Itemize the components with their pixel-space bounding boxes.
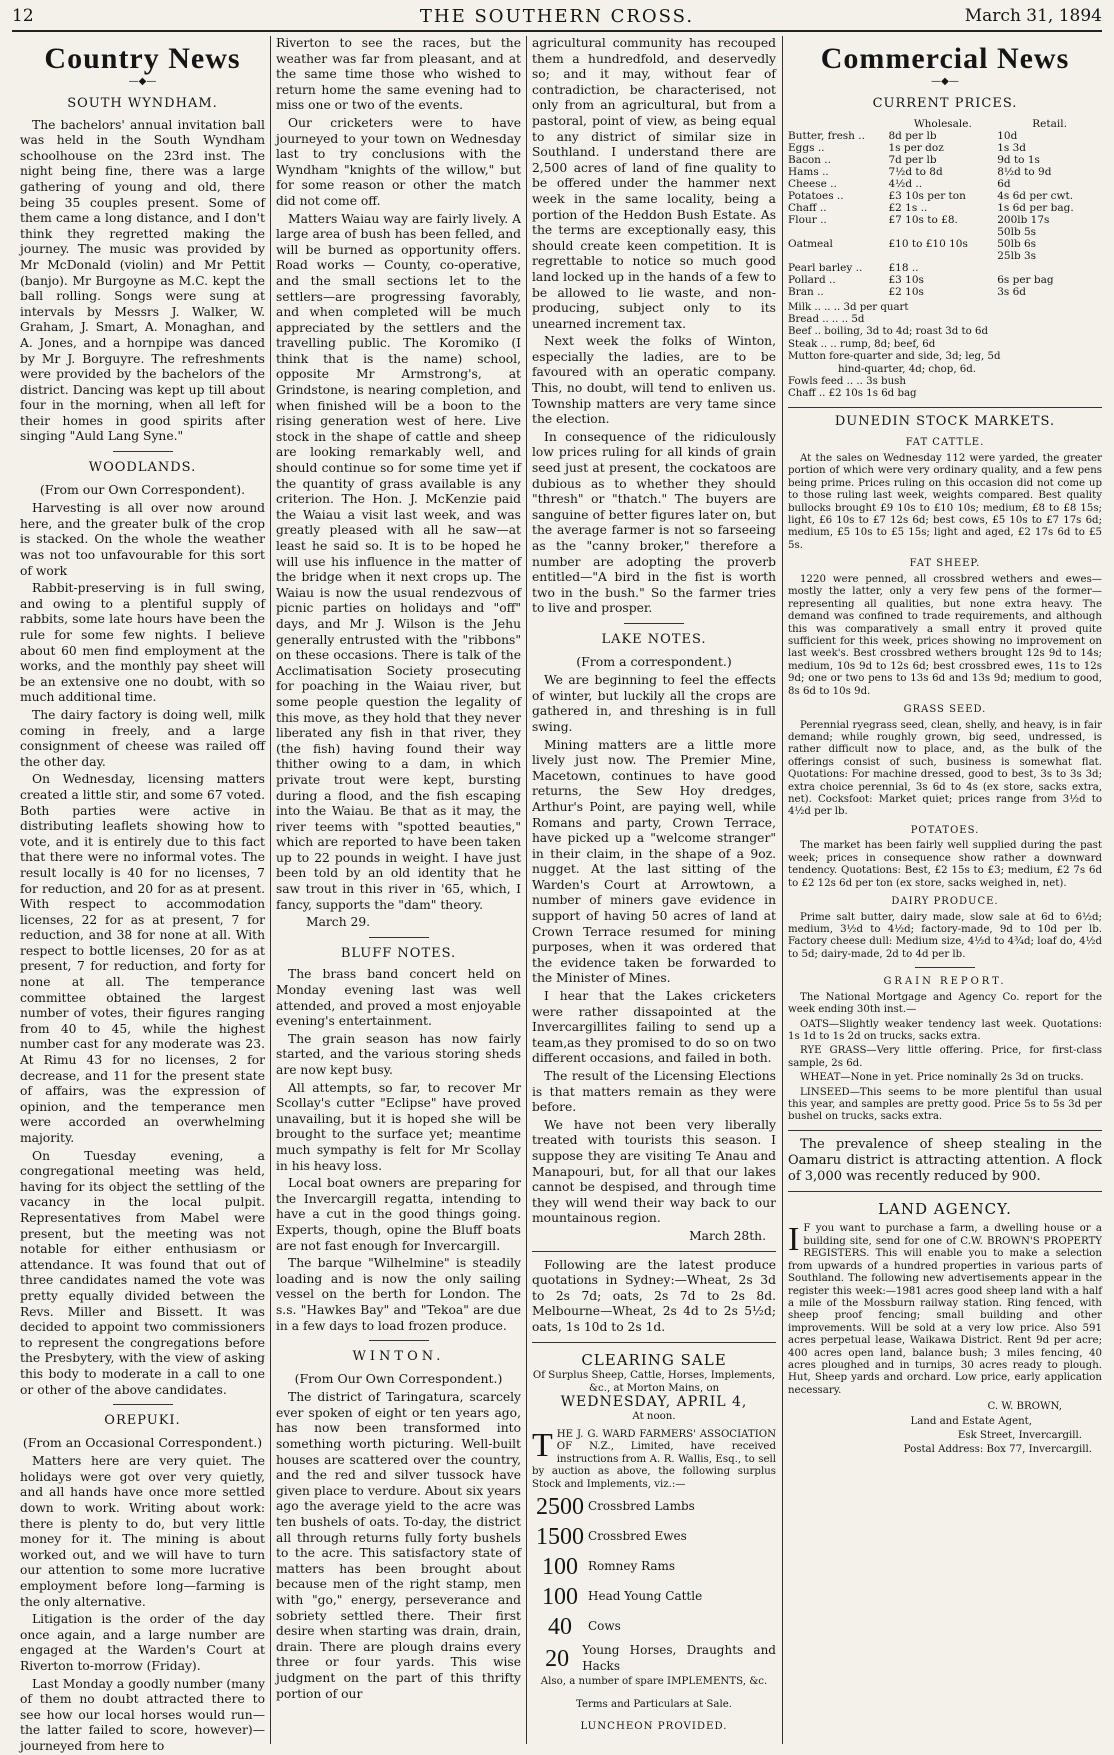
section-heading-commercial-news: Commercial News [820,42,1070,75]
table-row: 25lb 3s [997,249,1037,262]
ad-sale-time: At noon. [632,1410,676,1422]
paragraph: The barque "Wilhelmine" is steadily loading and is now the only sailing vessel on the berth for London. The s.s. "Hawkes Bay" and "Tekoa" are due in a few days to load frozen produce. [276,1256,521,1333]
divider [113,451,173,452]
table-row: Bran .. £2 10s 3s 6d [788,285,1027,298]
table-row: 50lb 5s [997,225,1037,238]
retail-price-list [788,302,1102,401]
paragraph: Local boat owners are preparing for the Invercargill regatta, intending to have a cut in the good things going. Experts, though, opine the Bluff boats are not fast enough for Invercargill. [276,1176,521,1253]
list-item: Fowls feed .. .. 3s bush [788,376,906,388]
table-row: Oatmeal £10 to £10 10s 50lb 6s [788,237,1037,250]
ad-luncheon: LUNCHEON PROVIDED. [580,1720,728,1732]
dateline: March 28th. [689,1228,766,1243]
ad-body-text: F you want to purchase a farm, a dwelling house or a building site, send for one of C.W. BROWN'S PROPERTY REGISTERS. This will enable you to make a selection from upwards of a hundred properties in various parts of Southland. The following new advertisements appear in the register this week:—1981 acres good sheep land with a half a mile of the Mossburn railway station. Ring fenced, with sheep proof fencing; small building and other improvements. Will be sold at a very low price. Also 591 acres perpetual lease, Waikawa District. Rent 9d per acre; 400 acres open land, balance bush; 3 miles fencing, 40 acres ploughed and in turnips, 30 acres ready to plough. Hut, Sheep yards and orchard. Low price, early application necessary. [788,1223,1102,1396]
dateline: March 29. [306,915,371,930]
ad-lot-list [532,1493,776,1674]
lot-description: Romney Rams [588,1559,676,1574]
paragraph: Mining matters are a little more lively just now. The Premier Mine, Macetown, continues to have good returns, the Sew Hoy dredges, Arthur's Point, are paying well, while Romans and party, Crown Terrace, have picked up a "welcome stranger" in their claim, in the shape of a 9oz. nugget. At the last sitting of the Warden's Court at Arrowtown, a number of miners gave evidence in support of having 50 acres of land at Crown Terrace resumed for mining purposes, when it was ordered that the evidence taken be forwarded to the Minister of Mines. [532,737,776,986]
lot-number: 40 [548,1613,572,1640]
lot-description: Head Young Cattle [588,1589,703,1604]
paragraph: The brass band concert held on Monday evening last was well attended, and proved a most enjoyable evening's entertainment. [276,967,521,1029]
header-rule [12,30,1102,32]
paragraph: Last Monday a goodly number (many of them no doubt attracted there to see how our local horses would run—the latter failed to score, however)—journeyed from here to [20,1676,265,1753]
list-item: Bread .. .. .. 5d [788,314,865,325]
paragraph: Rabbit-preserving is in full swing, and owing to a plentiful supply of rabbits, some late hours have been the rule for some few nights. I believe about 60 men find employment at the works, and the monthly pay sheet will be an extensive one no doubt, with so much additional time. [20,581,265,705]
paragraph-oamaru: The prevalence of sheep stealing in the Oamaru district is attracting attention. A flock of 3,000 was recently reduced by 900. [788,1136,1102,1184]
article-title-bluff-notes: BLUFF NOTES. [340,945,457,961]
paragraph: The result of the Licensing Elections is that matters remain as they were before. [532,1069,776,1115]
byline: (From a correspondent.) [576,653,732,669]
divider [369,1340,429,1341]
divider [788,407,1102,408]
paragraph: Litigation is the order of the day once again, and a large number are engaged at the Warden's Court at Riverton to-morrow (Friday). [20,1612,265,1673]
table-row: Butter, fresh .. 8d per lb 10d [788,129,1018,142]
ad-sale-day: WEDNESDAY, APRIL 4, [560,1393,748,1410]
article-title-south-wyndham: SOUTH WYNDHAM. [67,96,218,111]
paragraph-sydney-quotes: Following are the latest produce quotations in Sydney:—Wheat, 2s 3d to 2s 7d; oats, 2s 7d to 2s 8d. Melbourne—Wheat, 2s 4d to 2s 5½d; oats, 1s 10d to 2s 1d. [532,1257,776,1334]
lot-description: Cows [588,1619,621,1634]
divider [532,1251,776,1252]
subsection-title: GRAIN REPORT. [883,976,1007,988]
column-3 [532,36,776,1744]
article-title-woodlands: WOODLANDS. [88,460,197,476]
column-divider [782,36,783,1744]
issue-date: March 31, 1894 [964,6,1102,26]
column-4 [788,36,1102,1744]
byline: (From Our Own Correspondent.) [294,1370,503,1386]
divider [532,1342,776,1343]
lot-number: 20 [545,1645,570,1672]
masthead-title: THE SOUTHERN CROSS. [419,6,695,27]
column-divider [270,36,271,1744]
ad-dropcap: T [532,1426,553,1464]
article-title-lake-notes: LAKE NOTES. [601,631,707,647]
price-table [788,118,1102,298]
divider [788,1130,1102,1131]
divider [369,937,429,938]
list-item [532,1613,776,1641]
ad-line: Of Surplus Sheep, Cattle, Horses, Implements, &c., at Morton Mains, on [532,1370,776,1394]
table-row: Potatoes .. £3 10s per ton 4s 6d per cwt. [788,189,1074,202]
paragraph: Riverton to see the races, but the weather was far from pleasant, and at the same time those who wished to return home the same evening had to miss one or two of the events. [276,36,521,113]
paragraph: 1220 were penned, all crossbred wethers and ewes—mostly the latter, only a very few pens of the former—representing all qualities, but none extra heavy. The demand was confined to trade requirements, and although this was comparatively a small entry it proved quite sufficient for this week, prices showing no improvement on last week's. Best crossbred wethers brought 12s 9d to 14s; medium, 10s 9d to 12s 6d; best crossbred ewes, 11s to 12s 9d; one or two pens to 13s 6d and 13s 9d; medium to good, 8s 6d to 10s 9d. [788,573,1102,697]
paragraph: Harvesting is all over now around here, and the greater bulk of the crop is stacked. On the whole the weather was not too unfavourable for this sort of work [20,501,265,578]
section-heading-country-news: Country News [44,42,241,75]
column-header: Retail. [1032,117,1067,130]
paragraph: LINSEED—This seems to be more plentiful than usual this year, and samples are pretty good. Price 5s to 5s 3d per bushel on trucks, sacks extra. [788,1086,1102,1123]
paragraph: Perennial ryegrass seed, clean, shelly, and heavy, is in fair demand; while roughly grown, big seed, undressed, is rather difficult now to place, and, as the bulk of the offerings consist of such, business is somewhat flat. Quotations: For machine dressed, good to best, 3s to 3s 3d; extra choice perennial, 3s 6d to 4s (ex store, sacks extra, net). Cocksfoot: Market quiet; prices range from 3½d to 4½d per lb. [788,719,1102,818]
page-header [0,0,1114,30]
subsection-title: GRASS SEED. [903,703,987,715]
lot-description: Crossbred Lambs [588,1499,695,1514]
column-2 [276,36,521,1744]
list-item [532,1583,776,1611]
table-row: Hams .. 7½d to 8d 8½d to 9d [788,165,1052,178]
paragraph: The bachelors' annual invitation ball was held in the South Wyndham schoolhouse on the 23rd inst. The night being fine, there was a large gathering of young and old, there being 35 couples present. Some of them came a long distance, and I don't think they regretted making the journey. The music was provided by Mr McDonald (violin) and Mr Pettit (banjo). Mr Burgoyne as M.C. kept the ball rolling. Songs were sung at intervals by Messrs J. Walker, W. Graham, J. Smart, A. Monaghan, and A. Jones, and a hornpipe was danced by Mr J. Borguyre. The refreshments were provided by the bachelors of the district. Dancing was kept up till about four in the morning, when all left for their homes in good spirits after singing "Auld Lang Syne." [20,117,265,444]
lot-number: 1500 [536,1523,584,1550]
lot-description: Young Horses, Draughts and Hacks [582,1642,776,1673]
ad-line: Also, a number of spare IMPLEMENTS, &c. [540,1676,768,1688]
list-item [532,1523,776,1551]
article-title-current-prices: CURRENT PRICES. [872,96,1018,111]
list-item [532,1493,776,1521]
paragraph: In consequence of the ridiculously low prices ruling for all kinds of grain seed just at present, the cockatoos are dubious as to whether they should "thresh" or "thatch." The buyers are sanguine of better figures later on, but the average farmer is not so farseeing as the "canny broker," therefore a number are adopting the proverb entitled—"A bird in the fist is worth two in the bush." So the farmer tries to live and prosper. [532,429,776,616]
ad-dropcap: I [788,1221,800,1259]
subsection-title: DAIRY PRODUCE. [891,896,999,907]
subsection-title: FAT SHEEP. [909,558,981,570]
paragraph: The district of Taringatura, scarcely ever spoken of eight or ten years ago, has now been transformed into something worth picturing. Well-built houses are scattered over the country, and the red and silver tussock have given place to verdure. About six years ago the average yield to the acre was ten bushels of oats. To-day, the district all through returns fully forty bushels to the acre. This satisfactory state of matters has been brought about because men of the right stamp, men with "go," energy, perseverance and sobriety settled there. Their first desire when starting was drain, drain, drain. There are plough drains every three or four yards. This wise judgment on the part of this thrifty portion of our [276,1390,521,1701]
table-header-row [788,118,1102,130]
lot-number: 100 [542,1583,578,1610]
paragraph: The market has been fairly well supplied during the past week; prices in consequence show rather a downward tendency. Quotations: Best, £2 15s to £3; medium, £2 7s 6d to £2 12s 6d per ton (ex store, sacks weighed in, net). [788,840,1102,889]
table-row: Bacon .. 7d per lb 9d to 1s [788,153,1040,166]
paragraph: On Tuesday evening, a congregational meeting was held, having for its object the settling of the vacancy in the local pulpit. Representatives from Mabel were present, but the meeting was not notable for either enthusiasm or attendance. It was found that out of three candidates named the vote was pretty equally divided between the Revs. Miller and Bissett. It was decided to appoint two commissioners to represent the congregations before the Presbytery, with the view of asking this body to moderate in a call to one or other of the above candidates. [20,1148,265,1397]
paragraph: The dairy factory is doing well, milk coming in freely, and a large consignment of cheese was railed off the other day. [20,707,265,769]
list-item: Beef .. boiling, 3d to 4d; roast 3d to 6d [788,326,988,338]
list-item [532,1553,776,1581]
paragraph: WHEAT—None in yet. Price nominally 2s 3d on trucks. [800,1072,1084,1084]
column-1 [20,36,265,1753]
paragraph: Next week the folks of Winton, especially the ladies, are to be favoured with an operatic company. This, no doubt, will tend to enliven us. Township matters are very tame since the election. [532,334,776,427]
ad-signature: C. W. BROWN, Land and Estate Agent, Esk Street, Invercargill. Postal Address: Box 77, Invercargill. [903,1401,1092,1456]
paragraph: We have not been very liberally treated with tourists this season. I suppose they are visiting Te Anau and Manapouri, but, for all that our lakes cannot be despised, and through time they will wend their way back to our mountainous region. [532,1117,776,1226]
ad-title-clearing-sale: CLEARING SALE [581,1350,727,1369]
ad-body-text: HE J. G. WARD FARMERS' ASSOCIATION OF N.Z., Limited, have received instructions from A. R. Wallis, Esq., to sell by auction as above, the following surplus Stock and Implements, viz.:— [532,1428,776,1490]
table-row: Eggs .. 1s per doz 1s 3d [788,141,1027,154]
byline: (From an Occasional Correspondent.) [22,1434,263,1450]
paragraph: OATS—Slightly weaker tendency last week. Quotations: 1s 1d to 1s 2d on trucks, sacks extra. [788,1018,1102,1043]
divider [915,967,975,968]
paragraph: Our cricketers were to have journeyed to your town on Wednesday last to try conclusions with the Wyndham "knights of the willow," but for some reason or other the match did not come off. [276,115,521,208]
lot-number: 100 [542,1553,578,1580]
lot-description: Crossbred Ewes [588,1529,687,1544]
paragraph: agricultural community has recouped them a hundredfold, and deservedly so; and it may, without fear of contradiction, be characterised, not only from an agricultural, but from a pastoral, point of view, as being equal to any district of similar size in Southland. I understand there are 2,500 acres of land of fine quality to be offered under the hammer next week in the same locality, being a portion of the Heddon Bush Estate. As the terms are exceptionally easy, this should create keen competition. It is regrettable to notice so much good land locked up in the hands of a few to be allowed to lie waste, and non-producing, subject only to its unearned increment tax. [532,36,776,331]
divider [113,1404,173,1405]
ornament-icon: —◆— [931,76,959,87]
byline: (From our Own Correspondent). [39,481,246,497]
page-number: 12 [12,6,34,26]
ornament-icon: —◆— [128,76,157,87]
list-item: Milk .. .. .. 3d per quart [788,301,909,313]
table-row: Pollard .. £3 10s 6s per bag [788,273,1054,286]
paragraph: At the sales on Wednesday 112 were yarded, the greater portion of which were very ordinary quality, and a few pens being prime. Prices ruling on this occasion did not come up to those ruling last week, weights compared. Best quality bullocks brought £9 10s to £10 10s; medium, £8 to £8 15s; light, £6 10s to £7 12s 6d; best cows, £5 10s to £7 17s 6d; medium, £5 10s to £5 15s; light and aged, £2 17s 6d to £5 5s. [788,453,1102,551]
paragraph: RYE GRASS—Very little offering. Price, for first-class sample, 2s 6d. [788,1045,1102,1069]
ad-terms: Terms and Particulars at Sale. [575,1698,733,1710]
table-row: Flour .. £7 10s to £8. 200lb 17s [788,213,1050,226]
list-item: Steak .. .. rump, 8d; beef, 6d [788,338,936,350]
paragraph: Matters here are very quiet. The holidays were got over very quietly, and all hands have once more settled down to work. Writing about work: there is plenty to do, but very little money for it. The mining is about worked out, and we will have to turn our attention to some more lucrative employment before long—farming is the only alternative. [20,1454,265,1609]
paragraph: Matters Waiau way are fairly lively. A large area of bush has been felled, and will be burned as opportunity offers. Road works — County, co-operative, and the small sections let to the settlers—are progressing favorably, and when completed will be much appreciated by the settlers and the travelling public. The Koromiko (I think that is the name) school, opposite Mr Armstrong's, at Grindstone, is nearing completion, and when finished will be a boon to the rising generation west of here. Live stock in the shape of cattle and sheep are looking remarkably well, and should continue so for some time yet if the quantity of grass available is any criterion. The Hon. J. McKenzie paid the Waiau a visit last week, and was greatly pleased with all he saw—at least he said so. It is to be hoped he will use his influence in the matter of the bridge when it next crops up. The Waiau is now the usual rendezvous of picnic parties on holidays and "off" days, and Mr J. Wilson is the Jehu generally entrusted with the "ribbons" on these occasions. There is talk of the Acclimatisation Society prosecuting for poaching in the Waiau river, but some people question the legality of this move, as they hold that they never liberated any fish in that river, they (the fish) having found their way thither owing to a dam, in which private trout were kept, bursting during a flood, and the fish escaping into the Waiau. Be that as it may, the river teems with "spotted beauties," which are reported to have been taken up to 22 pounds in weight. I have just been told by an old identity that he saw trout in this river in '65, which, I fancy, supports the "dam" theory. [276,211,521,912]
paragraph: I hear that the Lakes cricketers were rather dissapointed at the Invercargillites failing to send up a team,as they promised to do so on two different occasions, and failed in both. [532,989,776,1066]
paragraph: The grain season has now fairly started, and the various storing sheds are now kept busy. [276,1031,521,1077]
ad-body [788,1223,1102,1397]
list-item: Mutton fore-quarter and side, 3d; leg, 5d [788,351,1001,363]
paragraph: On Wednesday, licensing matters created a little stir, and some 67 voted. Both parties were active in distributing leaflets showing how to vote, and it is entirely due to this fact that there were no informal votes. The result locally is 40 for no licenses, 7 for reduction, and 20 for as at present. With respect to accommodation licenses, 22 for as at present, 7 for reduction, and 38 for none at all. With respect to bottle licenses, 20 for as at present, 7 for reduction, and forty for none at all. The temperance committee obtained the largest number of votes, their figures ranging from 40 to 45, while the highest number cast for any moderate was 23. At Rimu 43 for no licenses, 2 for decrease, and 11 for the present state of affairs, was the expression of opinion, and the temperance men were accorded an overwhelming majority. [20,772,265,1145]
list-item: hind-quarter, 4d; chop, 6d. [838,363,977,375]
article-title-orepuki: OREPUKI. [104,1413,181,1429]
divider [788,1191,1102,1192]
table-row: Chaff .. £2 1s .. 1s 6d per bag. [788,201,1074,214]
paragraph: All attempts, so far, to recover Mr Scollay's cutter "Eclipse" have proved unavailing, but it is hoped she will be brought to the surface yet; meantime much sympathy is felt for Mr Scollay in his heavy loss. [276,1080,521,1173]
list-item: Chaff .. £2 10s 1s 6d bag [788,388,917,400]
article-title-dunedin-stock: DUNEDIN STOCK MARKETS. [834,413,1056,429]
ad-title-land-agency: LAND AGENCY. [878,1199,1012,1218]
divider [624,623,684,624]
table-row: Cheese .. 4½d .. 6d [788,177,1011,190]
lot-number: 2500 [536,1493,584,1520]
subsection-title: FAT CATTLE. [905,437,985,449]
subsection-title: POTATOES. [910,824,980,836]
column-header: Wholesale. [913,117,972,130]
column-divider [526,36,527,1744]
article-title-winton: WINTON. [352,1349,445,1365]
table-row: Pearl barley .. £18 .. [788,261,919,274]
ad-body [532,1426,776,1491]
paragraph: Prime salt butter, dairy made, slow sale at 6d to 6½d; medium, 3½d to 4½d; factory-made, 9d to 10d per lb. Factory cheese dull: Medium size, 4½d to 4¾d; loaf do, 4½d to 5d; dairy-made, 2d to 4d per lb. [788,911,1102,960]
paragraph: The National Mortgage and Agency Co. report for the week ending 30th inst.— [788,991,1102,1016]
list-item [532,1643,776,1674]
paragraph: We are beginning to feel the effects of winter, but luckily all the crops are gathered in, and threshing is in full swing. [532,673,776,734]
